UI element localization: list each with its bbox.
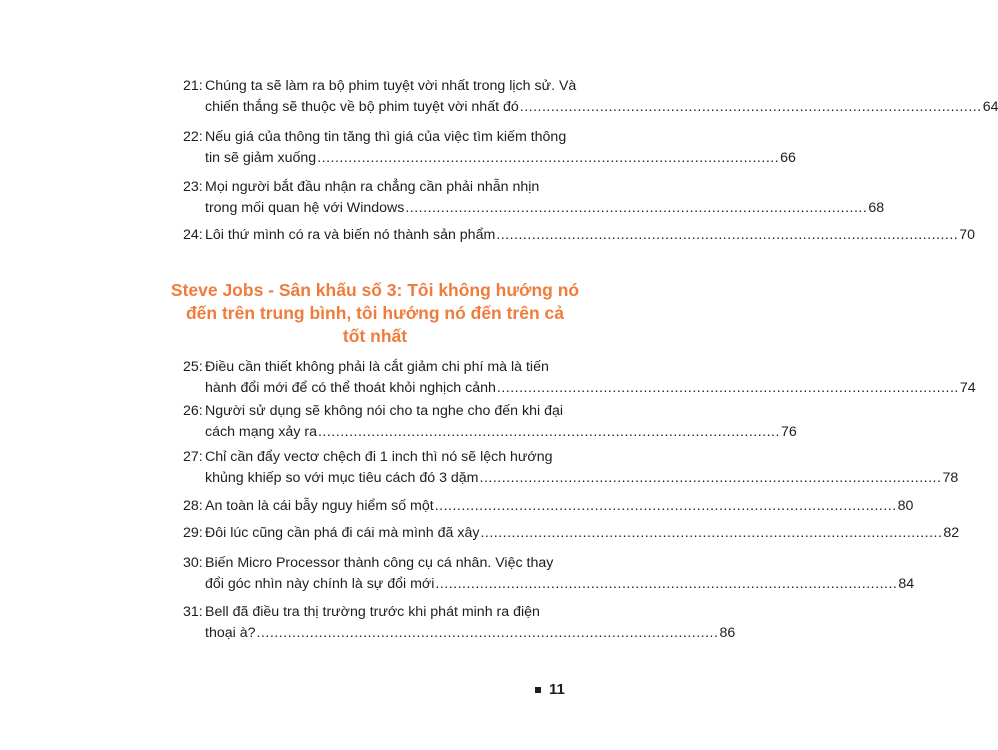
entry-title-line2 — [183, 623, 736, 644]
leader-dots: ........................................................................................................ — [519, 99, 982, 115]
entry-title-text: khủng khiếp so với mục tiêu cách đó 3 dặm — [205, 470, 479, 486]
entry-title-text: hành đổi mới để có thể thoát khỏi nghịch cảnh — [205, 380, 496, 396]
section-title-line3: tốt nhất — [342, 326, 408, 346]
entry-number: 23: — [183, 179, 203, 195]
entry-number: 25: — [183, 359, 203, 375]
entry-page-number: 82 — [943, 525, 960, 541]
entry-title-line1: Bell đã điều tra thị trường trước khi phát minh ra điện — [205, 604, 540, 620]
section-title-line1: Steve Jobs - Sân khấu số 3: Tôi không hướng nó — [170, 280, 580, 300]
entry-number: 26: — [183, 403, 203, 419]
leader-dots: ........................................................................................................ — [434, 498, 897, 514]
entry-number: 24: — [183, 227, 203, 243]
entry-title-text: cách mạng xảy ra — [205, 424, 317, 440]
entry-title-text: thoại à? — [205, 625, 256, 641]
entry-number: 29: — [183, 525, 203, 541]
entry-title-line1: Chúng ta sẽ làm ra bộ phim tuyệt vời nhất trong lịch sử. Và — [205, 78, 577, 94]
entry-number: 28: — [183, 498, 203, 514]
toc-entry-31[interactable] — [183, 602, 736, 644]
entry-title-line2 — [183, 148, 796, 169]
entry-title-line1 — [183, 496, 914, 517]
entry-title-line2 — [183, 198, 885, 219]
leader-dots: ........................................................................................................ — [317, 424, 780, 440]
entry-number: 22: — [183, 129, 203, 145]
section-title — [160, 279, 590, 348]
entry-page-number: 80 — [897, 498, 914, 514]
entry-title-line1: Chỉ cần đẩy vectơ chệch đi 1 inch thì nó sẽ lệch hướng — [205, 449, 553, 465]
square-bullet-icon — [535, 687, 541, 693]
toc-entry-26[interactable] — [183, 401, 797, 443]
entry-title-text: đổi góc nhìn này chính là sự đổi mới — [205, 576, 435, 592]
entry-page-number: 84 — [898, 576, 915, 592]
toc-entry-25[interactable] — [183, 357, 976, 399]
leader-dots: ........................................................................................................ — [496, 227, 959, 243]
toc-entry-23[interactable] — [183, 177, 885, 219]
section-title-line2: đến trên trung bình, tôi hướng nó đến trên cả — [185, 303, 564, 323]
entry-title-text: An toàn là cái bẫy nguy hiểm số một — [205, 498, 434, 514]
entry-title-line2 — [183, 468, 959, 489]
toc-entry-29[interactable] — [183, 523, 960, 544]
entry-title-text: chiến thắng sẽ thuộc về bộ phim tuyệt vời nhất đó — [205, 99, 519, 115]
toc-entry-21[interactable] — [183, 76, 998, 118]
entry-title-text: trong mối quan hệ với Windows — [205, 200, 405, 216]
entry-title-line1 — [183, 523, 960, 544]
entry-title-line1: Biến Micro Processor thành công cụ cá nhân. Việc thay — [205, 555, 554, 571]
entry-title-text: Lôi thứ mình có ra và biến nó thành sản phẩm — [205, 227, 496, 243]
leader-dots: ........................................................................................................ — [405, 200, 868, 216]
page-number: 11 — [549, 681, 565, 698]
entry-page-number: 66 — [780, 150, 796, 166]
entry-page-number: 76 — [780, 424, 797, 440]
entry-title-line1: Mọi người bắt đầu nhận ra chẳng cần phải nhẫn nhịn — [205, 179, 540, 195]
entry-title-line2 — [183, 378, 976, 399]
page-footer — [535, 681, 565, 698]
entry-page-number: 68 — [868, 200, 885, 216]
leader-dots: ........................................................................................................ — [496, 380, 959, 396]
entry-title-line1 — [183, 225, 976, 246]
entry-page-number: 70 — [959, 227, 976, 243]
entry-page-number: 78 — [942, 470, 959, 486]
entry-title-line2 — [183, 422, 797, 443]
entry-title-text: tin sẽ giảm xuống — [205, 150, 317, 166]
entry-title-text: Đôi lúc cũng cần phá đi cái mà mình đã xây — [205, 525, 480, 541]
entry-title-line1: Điều cần thiết không phải là cắt giảm chi phí mà là tiến — [205, 359, 549, 375]
entry-title-line1: Người sử dụng sẽ không nói cho ta nghe cho đến khi đại — [205, 403, 563, 419]
entry-title-line2 — [183, 574, 915, 595]
leader-dots: ........................................................................................................ — [479, 470, 942, 486]
entry-page-number: 86 — [719, 625, 736, 641]
toc-entry-28[interactable] — [183, 496, 914, 517]
leader-dots: ........................................................................................................ — [435, 576, 898, 592]
entry-number: 31: — [183, 604, 203, 620]
leader-dots: ........................................................................................................ — [317, 150, 780, 166]
entry-number: 21: — [183, 78, 203, 94]
entry-number: 27: — [183, 449, 203, 465]
toc-entry-30[interactable] — [183, 553, 915, 595]
entry-number: 30: — [183, 555, 203, 571]
leader-dots: ........................................................................................................ — [480, 525, 943, 541]
entry-page-number: 74 — [959, 380, 976, 396]
entry-title-line2 — [183, 97, 998, 118]
toc-entry-24[interactable] — [183, 225, 976, 246]
entry-title-line1: Nếu giá của thông tin tăng thì giá của việc tìm kiếm thông — [205, 129, 567, 145]
toc-entry-22[interactable] — [183, 127, 796, 169]
leader-dots: ........................................................................................................ — [256, 625, 719, 641]
toc-entry-27[interactable] — [183, 447, 959, 489]
entry-page-number: 64 — [982, 99, 998, 115]
